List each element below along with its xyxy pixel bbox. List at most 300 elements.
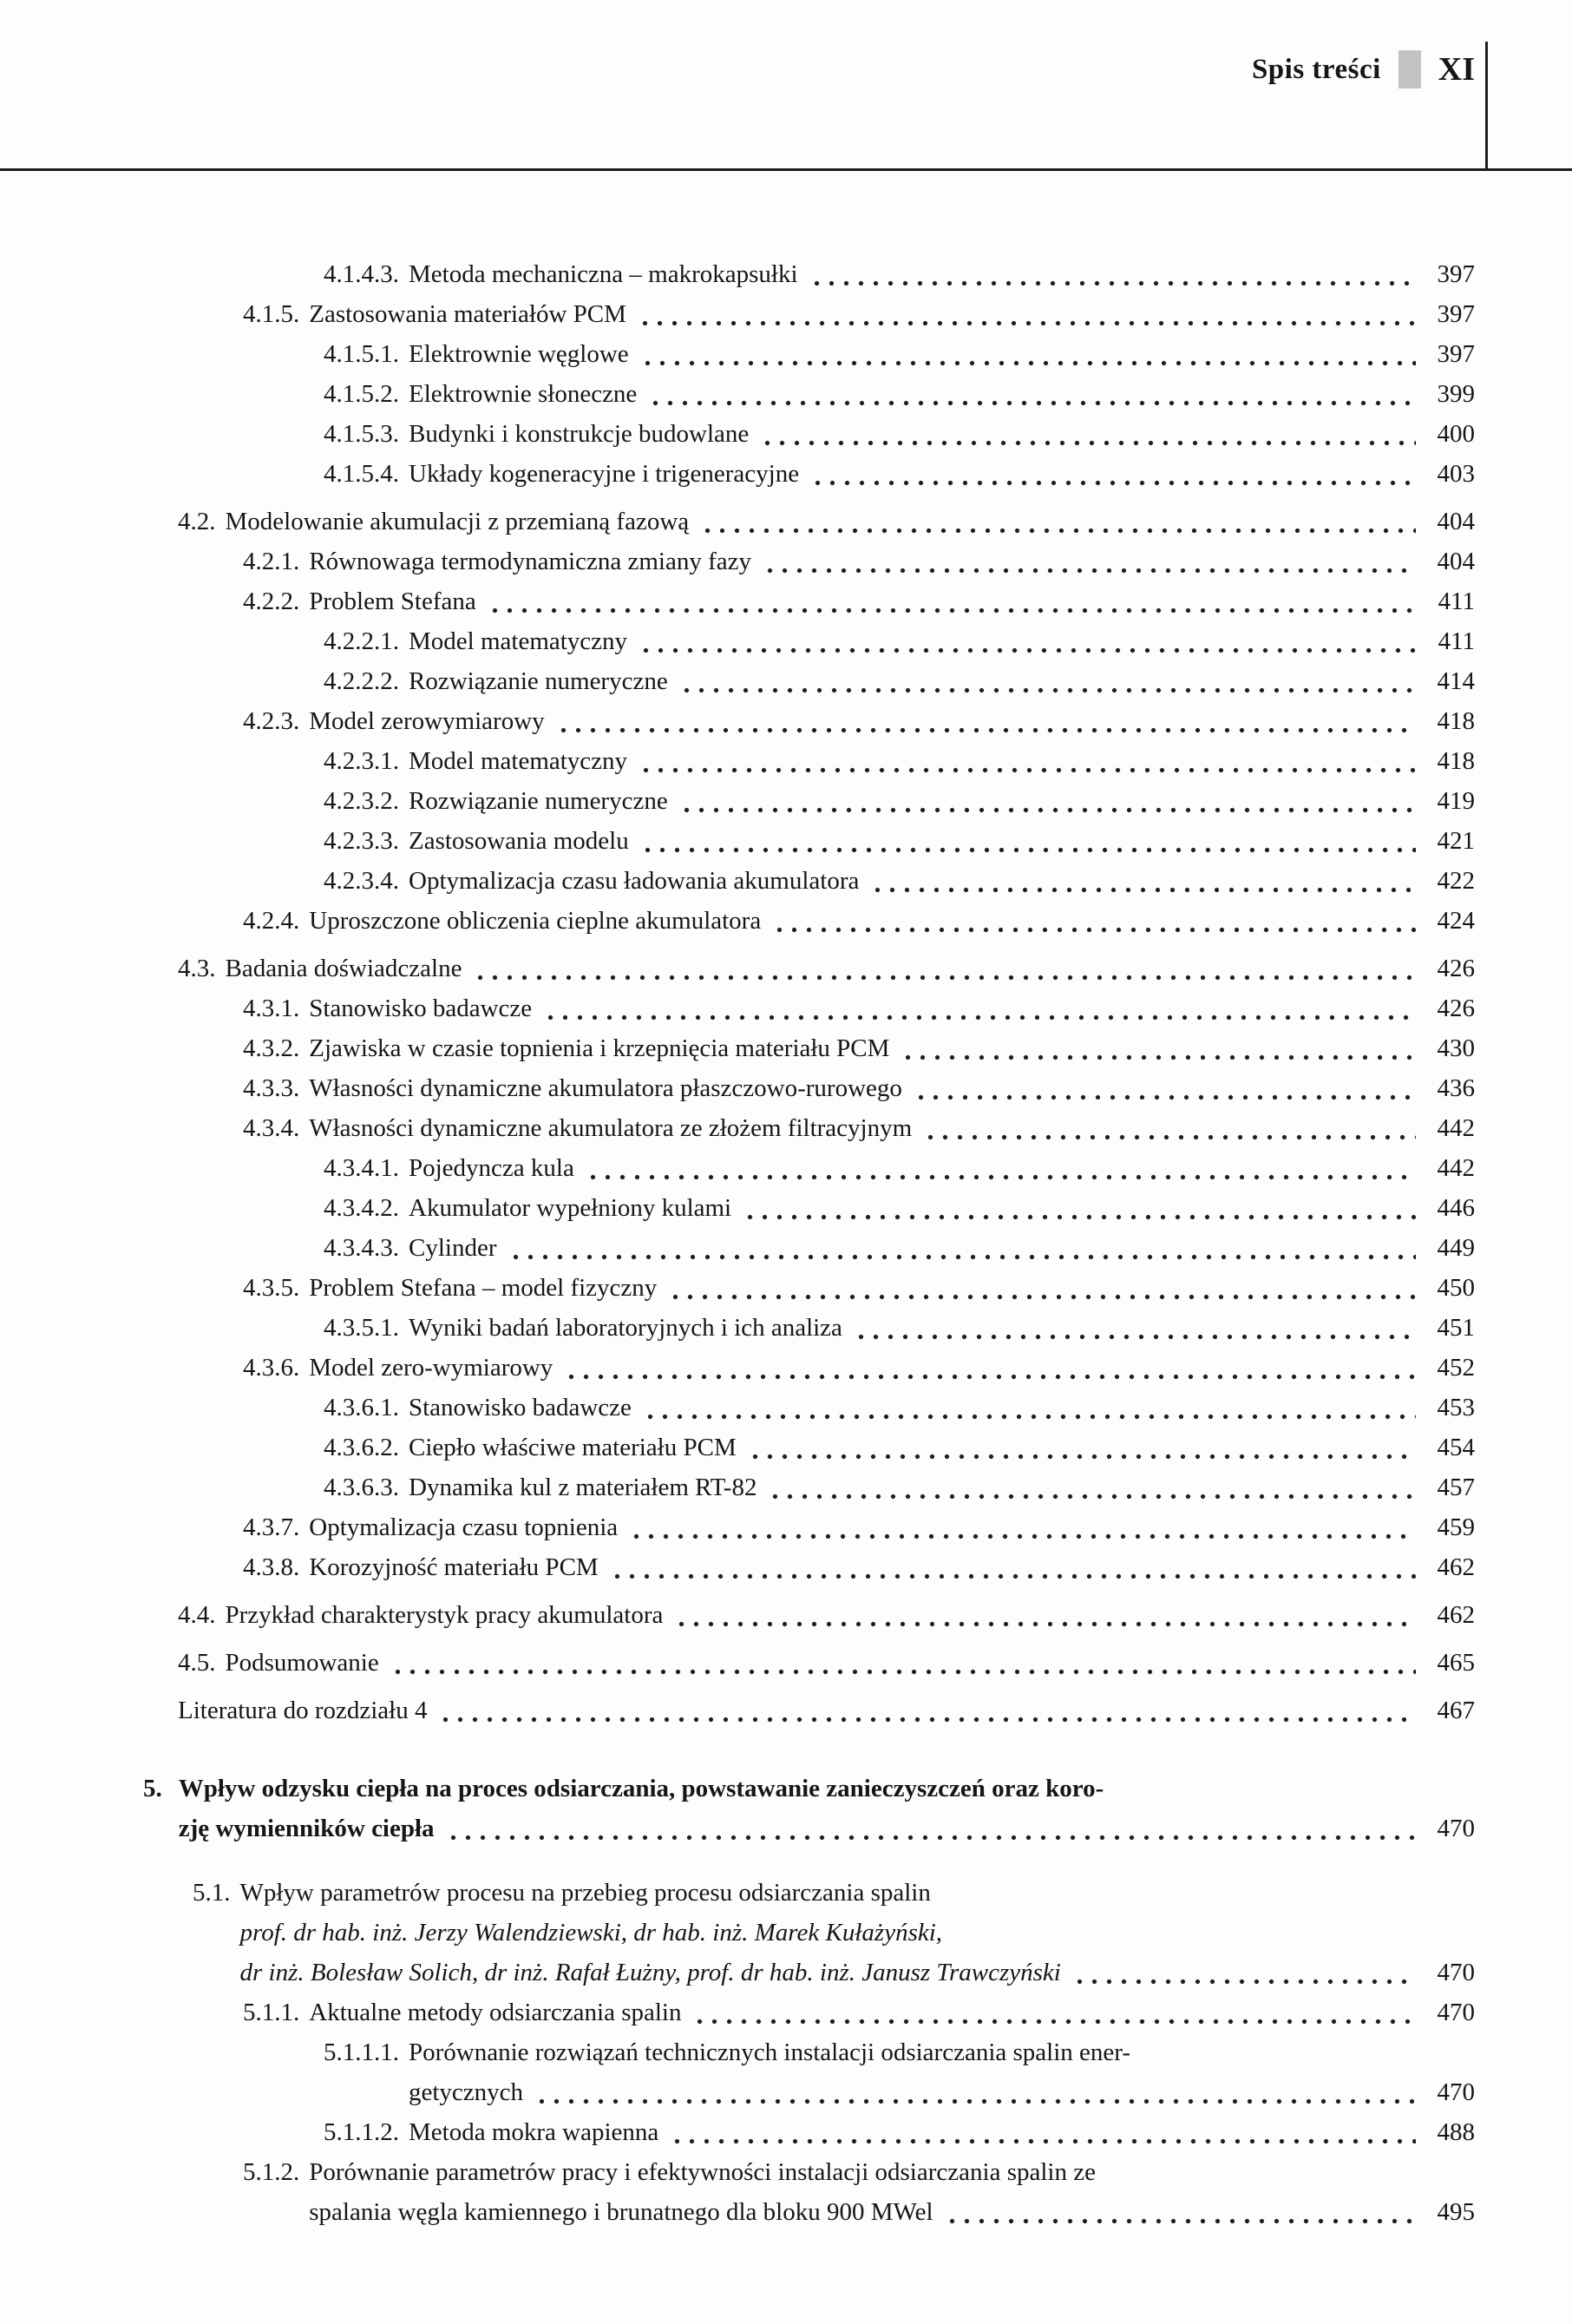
toc-entry-content <box>309 901 1475 941</box>
dot-leader <box>390 1669 1416 1675</box>
dot-leader <box>648 400 1416 406</box>
toc-entry <box>0 1148 1475 1188</box>
toc-entry-title: dr inż. Bolesław Solich, dr inż. Rafał Łużny, prof. dr hab. inż. Janusz Trawczyński <box>239 1959 1061 1986</box>
toc-entry-title: Ciepło właściwe materiału PCM <box>409 1434 737 1461</box>
toc-entry-title: Uproszczone obliczenia cieplne akumulatora <box>309 907 762 935</box>
toc-entry-title: Korozyjność materiału PCM <box>309 1553 599 1581</box>
toc-entry <box>0 542 1475 581</box>
dot-leader <box>901 1054 1416 1060</box>
toc-entry-number: 4.2.3.3. <box>324 827 399 855</box>
toc-entry-line <box>309 1992 1475 2032</box>
toc-entry-title: Problem Stefana <box>309 588 476 615</box>
toc-entry-line <box>309 2192 1475 2232</box>
toc-entry <box>0 701 1475 741</box>
dot-leader <box>854 1334 1416 1340</box>
toc-entry-number: 4.2. <box>178 508 216 535</box>
toc-entry-content <box>309 1348 1475 1388</box>
toc-entry-number: 5. <box>143 1775 162 1802</box>
toc-entry-number: 4.3.8. <box>243 1553 300 1581</box>
toc-entry-line <box>309 1108 1475 1148</box>
toc-entry-page: 449 <box>1437 1234 1475 1262</box>
toc-entry-line <box>409 414 1475 454</box>
toc-entry-line <box>309 542 1475 581</box>
toc-entry <box>0 2152 1475 2232</box>
toc-entry-title: Pojedyncza kula <box>409 1154 574 1182</box>
dot-leader <box>639 647 1416 653</box>
toc-entry <box>0 1690 1475 1730</box>
toc-entry-content <box>309 1547 1475 1587</box>
toc-entry-title: Metoda mokra wapienna <box>409 2118 659 2146</box>
toc-entry-content <box>409 414 1475 454</box>
toc-entry-content <box>309 1108 1475 1148</box>
toc-entry-line <box>309 701 1475 741</box>
toc-entry-line <box>409 781 1475 821</box>
toc-entry-number: 4.2.3.1. <box>324 747 399 775</box>
toc-entry-line <box>409 2032 1475 2072</box>
dot-leader <box>438 1717 1416 1723</box>
dot-leader <box>768 1494 1416 1500</box>
toc-entry-line <box>409 741 1475 781</box>
toc-entry-page: 403 <box>1437 460 1475 488</box>
toc-entry-content <box>309 1268 1475 1308</box>
dot-leader <box>643 1414 1416 1420</box>
toc-entry-title: Rozwiązanie numeryczne <box>409 667 668 695</box>
toc-entry <box>0 1228 1475 1268</box>
toc-entry-title: Układy kogeneracyjne i trigeneracyjne <box>409 460 800 488</box>
toc-entry <box>0 1992 1475 2032</box>
toc-entry-page: 450 <box>1437 1274 1475 1302</box>
toc-entry-content <box>178 1690 1475 1730</box>
toc-entry-title: Porównanie parametrów pracy i efektywności instalacji odsiarczania spalin ze <box>309 2158 1096 2186</box>
toc-entry-page: 470 <box>1437 1815 1475 1842</box>
toc-entry-title: prof. dr hab. inż. Jerzy Walendziewski, dr hab. inż. Marek Kułażyński, <box>239 1919 943 1947</box>
toc-entry-number: 4.3.6.3. <box>324 1474 399 1501</box>
dot-leader <box>586 1174 1416 1180</box>
toc-entry <box>0 2032 1475 2112</box>
toc-entry-number: 5.1.2. <box>243 2158 300 2186</box>
toc-entry-content <box>409 1388 1475 1428</box>
toc-entry <box>0 294 1475 334</box>
toc-entry <box>0 1108 1475 1148</box>
toc-entry <box>0 1348 1475 1388</box>
toc-entry-line <box>309 1348 1475 1388</box>
toc-entry-title: Literatura do rozdziału 4 <box>178 1697 428 1724</box>
dot-leader <box>763 568 1416 574</box>
toc-entry-title: Model matematyczny <box>409 747 628 775</box>
toc-entry-page: 399 <box>1437 380 1475 408</box>
toc-entry-page: 411 <box>1438 627 1475 655</box>
toc-entry-line <box>240 1953 1476 1992</box>
dot-leader <box>870 887 1416 893</box>
toc-entry-content <box>309 542 1475 581</box>
toc-entry-number: 4.1.5.2. <box>324 380 399 408</box>
dot-leader <box>670 2138 1416 2144</box>
toc-entry-title: Wpływ parametrów procesu na przebieg procesu odsiarczania spalin <box>239 1879 931 1907</box>
toc-entry <box>0 1268 1475 1308</box>
toc-entry-line <box>179 1769 1475 1809</box>
toc-entry-line <box>409 1308 1475 1348</box>
toc-entry-content <box>409 661 1475 701</box>
toc-entry-title: Budynki i konstrukcje budowlane <box>409 420 750 448</box>
toc-entry-number: 5.1.1.1. <box>324 2038 399 2066</box>
dot-leader <box>679 807 1416 813</box>
toc-entry-title: Podsumowanie <box>225 1649 379 1677</box>
toc-entry-title: Zjawiska w czasie topnienia i krzepnięcia materiału PCM <box>309 1034 890 1062</box>
toc-entry-title: Modelowanie akumulacji z przemianą fazową <box>225 508 690 535</box>
toc-entry <box>0 1595 1475 1635</box>
dot-leader <box>543 1014 1416 1021</box>
toc-entry-number: 4.2.2.2. <box>324 667 399 695</box>
toc-entry-line <box>409 861 1475 901</box>
toc-entry-page: 488 <box>1437 2118 1475 2146</box>
dot-leader <box>640 847 1416 853</box>
toc-entry-line <box>309 1507 1475 1547</box>
toc-entry-number: 4.3.6.1. <box>324 1394 399 1421</box>
header-vertical-rule <box>1485 42 1488 171</box>
toc-entry-line <box>409 1428 1475 1467</box>
toc-entry-title: Model zero-wymiarowy <box>309 1354 553 1382</box>
toc-entry-content <box>409 861 1475 901</box>
toc-entry-page: 411 <box>1438 588 1475 615</box>
dot-leader <box>556 727 1416 733</box>
toc-entry <box>0 1873 1475 1992</box>
toc-entry-line <box>309 988 1475 1028</box>
toc-entry-line <box>309 294 1475 334</box>
toc-entry-page: 454 <box>1437 1434 1475 1461</box>
toc-entry-content <box>409 254 1475 294</box>
toc-entry <box>0 621 1475 661</box>
toc-entry-title: Elektrownie węglowe <box>409 340 629 368</box>
toc-entry <box>0 1428 1475 1467</box>
toc-entry-title: Cylinder <box>409 1234 497 1262</box>
toc-entry-line <box>409 661 1475 701</box>
toc-entry-title: Badania doświadczalne <box>225 955 462 982</box>
toc-entry <box>0 781 1475 821</box>
toc-entry-number: 4.3.3. <box>243 1074 300 1102</box>
toc-entry-number: 4.1.5.4. <box>324 460 399 488</box>
dot-leader <box>638 320 1416 326</box>
toc-entry-line <box>178 1690 1475 1730</box>
toc-entry-line <box>309 1068 1475 1108</box>
dot-leader <box>679 687 1416 693</box>
toc-entry-number: 5.1.1. <box>243 1999 300 2026</box>
toc-entry-content <box>309 1507 1475 1547</box>
toc-entry-title: Aktualne metody odsiarczania spalin <box>309 1999 682 2026</box>
toc-entry-title: zję wymienników ciepła <box>178 1815 435 1842</box>
toc-entry-page: 470 <box>1437 1959 1475 1986</box>
toc-entry-number: 4.3.7. <box>243 1513 300 1541</box>
toc-entry-title: Stanowisko badawcze <box>309 995 533 1022</box>
dot-leader <box>446 1835 1416 1841</box>
toc-entry-page: 422 <box>1437 867 1475 895</box>
toc-entry-number: 4.3. <box>178 955 216 982</box>
toc-entry-title: Zastosowania modelu <box>409 827 629 855</box>
toc-entry-page: 467 <box>1437 1697 1475 1724</box>
toc-entry-number: 4.1.5. <box>243 300 300 328</box>
toc-entry-page: 421 <box>1437 827 1475 855</box>
toc-entry-content <box>309 1068 1475 1108</box>
toc-entry-number: 4.3.5. <box>243 1274 300 1302</box>
toc-entry-page: 397 <box>1437 340 1475 368</box>
dot-leader <box>473 975 1416 981</box>
toc-entry-page: 419 <box>1437 787 1475 815</box>
toc-entry <box>0 1188 1475 1228</box>
toc-entry <box>0 1769 1475 1848</box>
toc-entry-line <box>409 1148 1475 1188</box>
toc-entry-line <box>309 1028 1475 1068</box>
dot-leader <box>914 1094 1416 1100</box>
dot-leader <box>564 1374 1416 1380</box>
toc-entry-content <box>409 454 1475 494</box>
toc-entry-title: Model zerowymiarowy <box>309 707 545 735</box>
toc-entry-number: 4.2.2.1. <box>324 627 399 655</box>
toc-entry-title: Akumulator wypełniony kulami <box>409 1194 732 1222</box>
toc-entry-page: 451 <box>1437 1314 1475 1342</box>
toc-entry-title: Optymalizacja czasu topnienia <box>309 1513 619 1541</box>
toc-entry-line <box>409 2112 1475 2152</box>
dot-leader <box>692 2019 1416 2025</box>
toc-entry-number: 4.2.2. <box>243 588 300 615</box>
toc-entry-title: Metoda mechaniczna – makrokapsułki <box>409 260 798 288</box>
toc-entry <box>0 988 1475 1028</box>
toc-entry-content <box>309 988 1475 1028</box>
toc-entry-line <box>409 821 1475 861</box>
toc-entry-page: 465 <box>1437 1649 1475 1677</box>
toc-entry-content <box>226 949 1476 988</box>
toc-entry-number: 4.1.4.3. <box>324 260 399 288</box>
toc-entry-title: Optymalizacja czasu ładowania akumulatora <box>409 867 860 895</box>
dot-leader <box>1072 1979 1416 1985</box>
toc-entry-content <box>409 1228 1475 1268</box>
toc-entry-title: Wpływ odzysku ciepła na proces odsiarczania, powstawanie zanieczyszczeń oraz koro- <box>178 1775 1104 1802</box>
toc-entry-page: 470 <box>1437 2078 1475 2106</box>
toc-entry-number: 4.2.3.4. <box>324 867 399 895</box>
toc-entry-page: 424 <box>1437 907 1475 935</box>
toc-entry-content <box>409 374 1475 414</box>
toc-entry-line <box>409 254 1475 294</box>
toc-entry-page: 414 <box>1437 667 1475 695</box>
toc-entry <box>0 1308 1475 1348</box>
toc-entry-title: Elektrownie słoneczne <box>409 380 638 408</box>
toc-entry-page: 446 <box>1437 1194 1475 1222</box>
dot-leader <box>743 1214 1416 1220</box>
toc-entry-title: Własności dynamiczne akumulatora ze złożem filtracyjnym <box>309 1114 913 1142</box>
toc-entry-content <box>409 1188 1475 1228</box>
toc-entry-page: 397 <box>1437 300 1475 328</box>
header-page-number: XI <box>1438 51 1475 88</box>
toc-entry-number: 4.3.1. <box>243 995 300 1022</box>
toc-entry <box>0 502 1475 542</box>
toc-entry-line <box>409 1228 1475 1268</box>
dot-leader <box>760 440 1416 446</box>
toc-entry-content <box>309 701 1475 741</box>
toc-entry <box>0 741 1475 781</box>
toc-entry-content <box>409 621 1475 661</box>
toc-entry <box>0 1388 1475 1428</box>
toc-entry-page: 470 <box>1437 1999 1475 2026</box>
toc-entry-title: spalania węgla kamiennego i brunatnego dla bloku 900 MWel <box>309 2198 933 2226</box>
toc-entry-title: getycznych <box>409 2078 524 2106</box>
toc-list <box>0 254 1475 2232</box>
toc-entry-title: Model matematyczny <box>409 627 628 655</box>
toc-entry-line <box>226 502 1476 542</box>
toc-entry <box>0 374 1475 414</box>
toc-entry-page: 495 <box>1437 2198 1475 2226</box>
toc-entry-number: 4.1.5.1. <box>324 340 399 368</box>
toc-entry-content <box>409 334 1475 374</box>
toc-entry <box>0 581 1475 621</box>
toc-entry-page: 457 <box>1437 1474 1475 1501</box>
toc-entry <box>0 334 1475 374</box>
toc-entry <box>0 1068 1475 1108</box>
toc-entry-number: 4.5. <box>178 1649 216 1677</box>
toc-entry-page: 453 <box>1437 1394 1475 1421</box>
toc-entry-content <box>309 1028 1475 1068</box>
dot-leader <box>488 607 1416 614</box>
toc-entry <box>0 821 1475 861</box>
toc-entry <box>0 1507 1475 1547</box>
toc-entry-page: 442 <box>1437 1114 1475 1142</box>
page-header <box>0 0 1572 171</box>
dot-leader <box>945 2218 1416 2224</box>
toc-entry-number: 4.3.6. <box>243 1354 300 1382</box>
toc-entry-content <box>309 1992 1475 2032</box>
toc-entry <box>0 254 1475 294</box>
toc-entry-number: 5.1. <box>193 1879 231 1907</box>
toc-entry-number: 4.2.1. <box>243 548 300 575</box>
toc-entry <box>0 901 1475 941</box>
page-title: Spis treści <box>1251 53 1381 85</box>
toc-entry-line <box>409 374 1475 414</box>
toc-entry-line <box>226 1643 1476 1683</box>
dot-leader <box>674 1621 1416 1627</box>
toc-entry-line <box>409 621 1475 661</box>
toc-entry-page: 436 <box>1437 1074 1475 1102</box>
toc-entry <box>0 861 1475 901</box>
toc-entry-title: Stanowisko badawcze <box>409 1394 632 1421</box>
toc-entry-number: 4.4. <box>178 1601 216 1629</box>
toc-entry-line <box>179 1809 1475 1848</box>
running-head <box>1252 50 1475 89</box>
toc-entry-content <box>309 581 1475 621</box>
toc-entry-content <box>409 741 1475 781</box>
dot-leader <box>639 767 1416 773</box>
dot-leader <box>534 2098 1416 2104</box>
toc-entry-content <box>226 1595 1476 1635</box>
toc-entry <box>0 2112 1475 2152</box>
toc-entry-line <box>309 901 1475 941</box>
toc-entry-page: 462 <box>1437 1553 1475 1581</box>
toc-entry-line <box>226 949 1476 988</box>
toc-entry-number: 4.3.4.2. <box>324 1194 399 1222</box>
toc-entry-number: 4.3.6.2. <box>324 1434 399 1461</box>
toc-entry-page: 459 <box>1437 1513 1475 1541</box>
dot-leader <box>809 280 1416 286</box>
toc-entry-title: Rozwiązanie numeryczne <box>409 787 668 815</box>
dot-leader <box>629 1533 1416 1539</box>
toc-entry-line <box>240 1873 1476 1913</box>
toc-entry <box>0 1547 1475 1587</box>
toc-entry <box>0 661 1475 701</box>
toc-entry-page: 462 <box>1437 1601 1475 1629</box>
toc-entry-title: Porównanie rozwiązań technicznych instalacji odsiarczania spalin ener- <box>409 2038 1130 2066</box>
toc-entry-page: 400 <box>1437 420 1475 448</box>
toc-entry-line <box>240 1913 1476 1953</box>
toc-entry-content <box>409 1148 1475 1188</box>
toc-entry-page: 404 <box>1437 548 1475 575</box>
toc-entry-content <box>409 2112 1475 2152</box>
toc-entry-page: 397 <box>1437 260 1475 288</box>
toc-entry-number: 4.2.4. <box>243 907 300 935</box>
toc-entry-content <box>179 1769 1475 1848</box>
toc-entry-number: 4.3.4.1. <box>324 1154 399 1182</box>
toc-entry-page: 430 <box>1437 1034 1475 1062</box>
toc-entry-number: 4.3.2. <box>243 1034 300 1062</box>
toc-entry-content <box>409 1428 1475 1467</box>
toc-entry-content <box>240 1873 1476 1992</box>
toc-entry-line <box>409 1467 1475 1507</box>
dot-leader <box>640 360 1416 366</box>
toc-entry <box>0 414 1475 454</box>
toc-entry-page: 442 <box>1437 1154 1475 1182</box>
dot-leader <box>610 1573 1416 1579</box>
toc-entry-content <box>226 502 1476 542</box>
toc-entry-title: Wyniki badań laboratoryjnych i ich analiza <box>409 1314 842 1342</box>
toc-entry-line <box>409 454 1475 494</box>
toc-entry-title: Dynamika kul z materiałem RT-82 <box>409 1474 757 1501</box>
toc-entry-title: Zastosowania materiałów PCM <box>309 300 626 328</box>
toc-entry <box>0 1467 1475 1507</box>
toc-entry-title: Własności dynamiczne akumulatora płaszczowo-rurowego <box>309 1074 902 1102</box>
toc-entry-title: Przykład charakterystyk pracy akumulatora <box>225 1601 664 1629</box>
toc-entry-number: 5.1.1.2. <box>324 2118 399 2146</box>
toc-entry-number: 4.3.4.3. <box>324 1234 399 1262</box>
dot-leader <box>772 927 1416 933</box>
toc-entry-title: Równowaga termodynamiczna zmiany fazy <box>309 548 751 575</box>
toc-entry <box>0 949 1475 988</box>
dot-leader <box>923 1134 1416 1140</box>
dot-leader <box>810 480 1416 486</box>
toc-entry-line <box>409 2072 1475 2112</box>
toc-entry-page: 404 <box>1437 508 1475 535</box>
toc-entry-content <box>409 1467 1475 1507</box>
toc-entry-line <box>226 1595 1476 1635</box>
toc-entry-line <box>309 581 1475 621</box>
toc-entry-line <box>409 1188 1475 1228</box>
toc-entry-content <box>309 2152 1475 2232</box>
toc-entry-page: 452 <box>1437 1354 1475 1382</box>
toc-entry-content <box>409 2032 1475 2112</box>
toc-entry-page: 426 <box>1437 995 1475 1022</box>
toc-entry-page: 418 <box>1437 747 1475 775</box>
toc-entry-number: 4.3.4. <box>243 1114 300 1142</box>
toc-entry-content <box>409 1308 1475 1348</box>
toc-entry-line <box>409 1388 1475 1428</box>
toc-entry <box>0 1643 1475 1683</box>
toc-entry-number: 4.2.3. <box>243 707 300 735</box>
toc-entry-page: 426 <box>1437 955 1475 982</box>
header-divider-bar <box>1398 50 1421 89</box>
toc-entry-content <box>409 821 1475 861</box>
toc-entry-page: 418 <box>1437 707 1475 735</box>
dot-leader <box>700 528 1416 534</box>
dot-leader <box>508 1254 1417 1260</box>
toc-entry-line <box>409 334 1475 374</box>
dot-leader <box>668 1294 1416 1300</box>
toc-entry-line <box>309 2152 1475 2192</box>
toc-entry-line <box>309 1547 1475 1587</box>
toc-entry-content <box>309 294 1475 334</box>
